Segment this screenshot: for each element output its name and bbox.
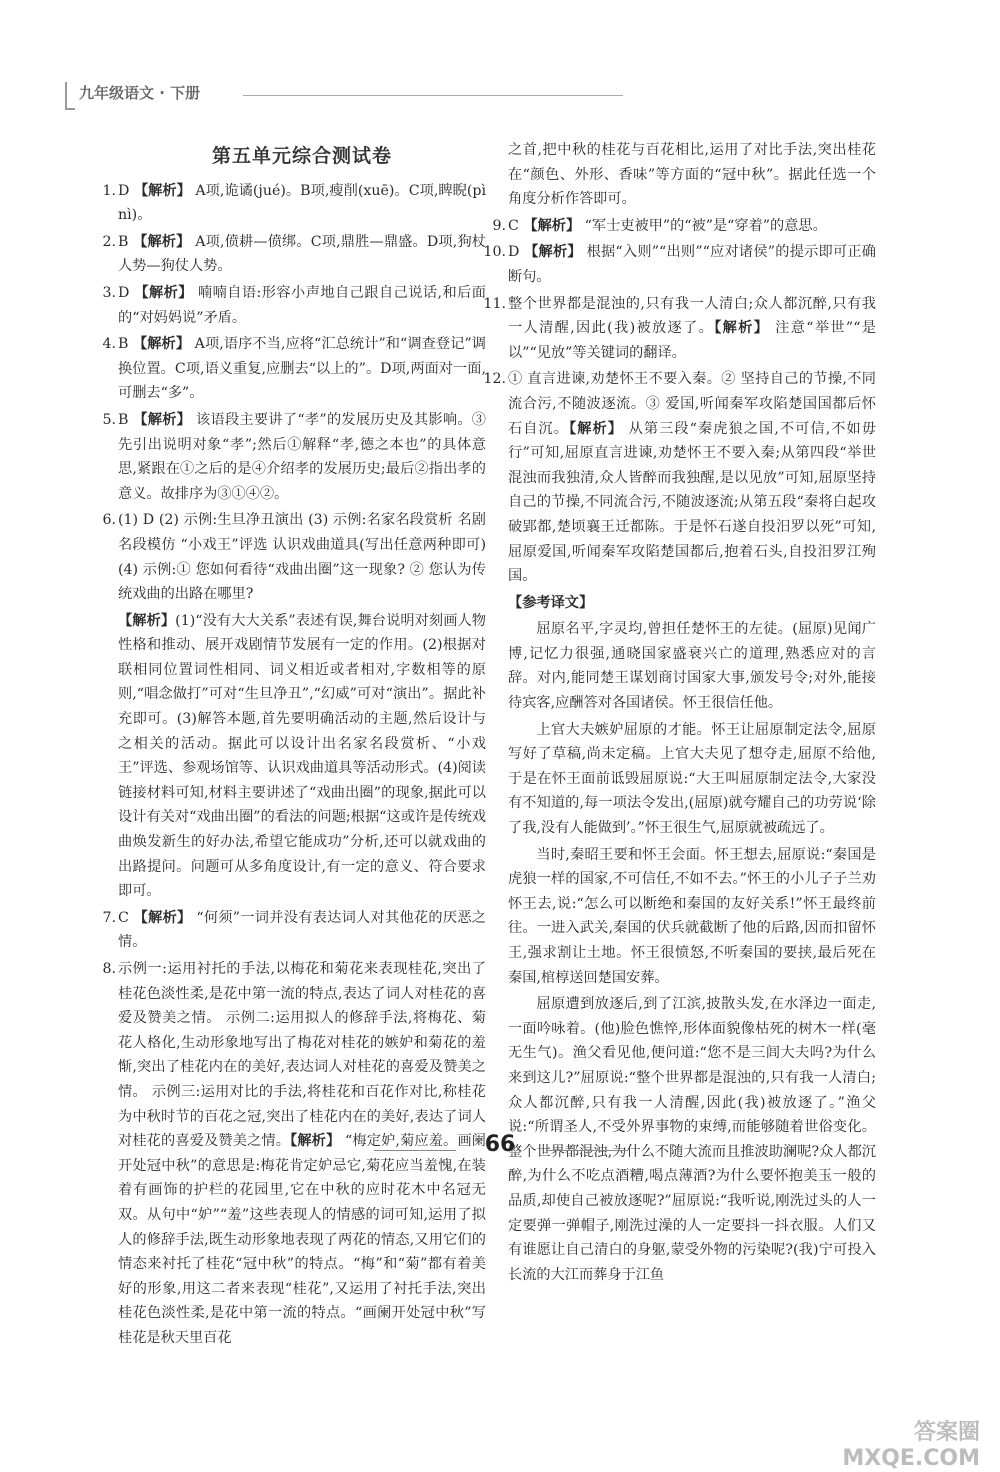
answer-text: D <box>508 244 525 261</box>
answer-item <box>102 179 486 228</box>
answer-number: 12. <box>483 371 506 388</box>
answer-text: 示例一:运用衬托的手法,以梅花和菊花来表现桂花,突出了桂花色淡性柔,是花中第一流的特点,表达了词人对桂花的喜爱及赞美之情。 示例二:运用拟人的修辞手法,将梅花、菊花人格化,生动形象地写出了梅花对桂花的嫉妒和菊花的羞惭,突出了桂花内在的美好,表达词人对桂花的喜爱及赞美之情。 示例三:运用对比的手法,将桂花和百花作对比,称桂花为中秋时节的百花之冠,突出了桂花内在的美好,表达了词人对桂花的喜爱及赞美之情。 <box>118 961 486 1150</box>
answer-number: 6. <box>102 512 116 529</box>
answer-text: D <box>118 284 135 301</box>
reference-title: 【参考译文】 <box>508 594 594 611</box>
analysis-tag: 【解析】 <box>523 217 581 234</box>
answer-text: 喃喃自语:形容小声地自己跟自己说话,和后面的“对妈妈说”矛盾。 <box>118 284 486 326</box>
answer-number: 5. <box>102 411 116 428</box>
answer-number: 2. <box>102 233 116 250</box>
answer-text: C <box>508 217 524 234</box>
answer-text: 从第三段“秦虎狼之国,不可信,不如毋行”可知,屈原直言进谏,劝楚怀王不要入秦;从第四段“举世混浊而我独清,众人皆醉而我独醒,是以见放”可知,屈原坚持自己的节操,不同流合污,不随波逐流;从第五段“秦将白起攻破郢都,楚顷襄王迁都陈。于是怀石遂自投汨罗以死”可知,屈原爱国,听闻秦军攻陷楚国都后,抱着石头,自投汨罗江殉国。 <box>508 420 876 585</box>
translation-paragraph: 屈原遭到放逐后,到了江滨,披散头发,在水泽边一面走,一面吟咏着。(他)脸色憔悴,形体面貌像枯死的树木一样(毫无生气)。渔父看见他,便问道:“您不是三闾大夫吗?为什么来到这儿?”屈原说:“整个世界都是混浊的,只有我一人清白;众人都沉醉,只有我一人清醒,因此(我)被放逐了。”渔父说:“所谓圣人,不受外界事物的束缚,而能够随着世俗变化。整个世界都混浊,为什么不随大流而且推波助澜呢?众人都沉醉,为什么不吃点酒糟,喝点薄酒?为什么要怀抱美玉一般的品质,却使自己被放逐呢?”屈原说:“我听说,刚洗过头的人一定要弹一弹帽子,刚洗过澡的人一定要抖一抖衣服。人们又有谁愿让自己清白的身躯,蒙受外物的污染呢?(我)宁可投入长流的大江而葬身于江鱼 <box>508 996 876 1283</box>
answer-item <box>483 292 876 366</box>
answer-text: C <box>118 909 134 926</box>
answer-text: B <box>118 411 134 428</box>
page-number: 66 <box>484 1132 516 1157</box>
answer-number: 1. <box>102 182 116 199</box>
answer-item <box>102 408 486 506</box>
analysis-tag: 【解析】 <box>133 182 191 199</box>
watermark-url: MXQE.COM <box>842 1446 980 1471</box>
answer-text: 该语段主要讲了“孝”的发展历史及其影响。③先引出说明对象“孝”;然后①解释“孝,德之本也”的具体意思,紧跟在①之后的是④介绍孝的发展历史;最后②指出孝的意义。故排序为③①④②。 <box>118 411 486 502</box>
answer-number: 9. <box>492 217 506 234</box>
answer-text: “军士吏被甲”的“被”是“穿着”的意思。 <box>580 217 827 234</box>
header-rule <box>243 95 623 96</box>
answer-text: “梅定妒,菊应羞。画阑开处冠中秋”的意思是:梅花肯定妒忌它,菊花应当羞愧,在装着有画饰的护栏的花园里,它在中秋的应时花木中名冠无双。从句中“妒”“羞”这些表现人的情感的词可知,运用了拟人的修辞手法,既生动形象地表现了两花的情态,又用它们的情态来衬托了桂花“冠中秋”的特点。“梅”和“菊”都有着美好的形象,用这二者来表现“桂花”,又运用了衬托手法,突出桂花色淡性柔,是花中第一流的特点。“画阑开处冠中秋”写桂花是秋天里百花 <box>118 1133 486 1346</box>
analysis-tag: 【解析】 <box>524 244 582 261</box>
left-column <box>102 138 486 1353</box>
analysis-tag: 【解析】 <box>133 336 191 353</box>
analysis-tag: 【解析】 <box>133 909 192 926</box>
analysis-tag: 【解析】 <box>118 612 176 629</box>
answer-text: B <box>118 233 134 250</box>
answer-item <box>118 609 486 904</box>
translation-paragraph: 屈原名平,字灵均,曾担任楚怀王的左徒。(屈原)见闻广博,记忆力很强,通晓国家盛衰兴亡的道理,熟悉应对的言辞。对内,能同楚王谋划商讨国家大事,颁发号令;对外,能接待宾客,应酬答对各国诸侯。怀王很信任他。 <box>508 621 876 712</box>
answer-text: (1) D (2) 示例:生旦净丑演出 (3) 示例:名家名段赏析 名剧名段模仿 “小戏王”评选 认识戏曲道具(写出任意两种即可) (4) 示例:① 您如何看待“戏曲出圈”这一现象? ② 您认为传统戏曲的出路在哪里? <box>118 512 486 603</box>
translation-paragraph: 当时,秦昭王要和怀王会面。怀王想去,屈原说:“秦国是虎狼一样的国家,不可信任,不如不去。”怀王的小儿子子兰劝怀王去,说:“怎么可以断绝和秦国的友好关系!”怀王最终前往。一进入武关,秦国的伏兵就截断了他的后路,因而扣留怀王,强求割让土地。怀王很愤怒,不听秦国的要挟,最后死在秦国,棺椁送回楚国安葬。 <box>508 846 876 986</box>
answer-number: 4. <box>102 336 116 353</box>
answer-number: 7. <box>102 909 116 926</box>
answer-item <box>102 508 486 606</box>
translation-paragraph: 上官大夫嫉妒屈原的才能。怀王让屈原制定法令,屈原写好了草稿,尚未定稿。上官大夫见了想夺走,屈原不给他,于是在怀王面前诋毁屈原说:“大王叫屈原制定法令,大家没有不知道的,每一项法令发出,(屈原)就夸耀自己的功劳说‘除了我,没有人能做到’。”怀王很生气,屈原就被疏远了。 <box>508 721 876 837</box>
answer-text: 注意“举世”“是以”“见放”等关键词的翻译。 <box>508 320 876 361</box>
answer-text: B <box>118 336 134 353</box>
answer-number: 11. <box>483 295 506 312</box>
answer-item <box>102 281 486 330</box>
right-answer-list <box>483 138 876 589</box>
analysis-tag: 【解析】 <box>134 284 193 301</box>
footer-rule-left <box>374 1150 456 1151</box>
answer-text: 整个世界都是混浊的,只有我一人清白;众人都沉醉,只有我一人清醒,因此(我)被放逐了。 <box>508 295 876 337</box>
answer-text: D <box>118 182 134 199</box>
answer-number: 3. <box>102 284 116 301</box>
analysis-tag: 【解析】 <box>133 233 191 250</box>
footer-rule-right <box>546 1150 628 1151</box>
reference-translation <box>508 617 876 1287</box>
answer-text: “何须”一词并没有表达词人对其他花的厌恶之情。 <box>118 909 486 951</box>
analysis-tag: 【解析】 <box>569 420 624 437</box>
header-bracket <box>65 82 75 110</box>
answer-item <box>483 240 876 289</box>
answer-text: A项,语序不当,应将“汇总统计”和“调查登记”调换位置。C项,语义重复,应删去“以上的”。D项,两面对一面,可删去“多”。 <box>118 336 486 402</box>
answer-number: 8. <box>102 961 116 977</box>
page-footer <box>0 1130 1000 1170</box>
analysis-tag: 【解析】 <box>290 1133 341 1150</box>
answer-item <box>492 214 876 239</box>
analysis-tag: 【解析】 <box>133 411 192 428</box>
answer-item <box>102 332 486 406</box>
answer-item <box>102 906 486 955</box>
answer-text: 之首,把中秋的桂花与百花相比,运用了对比手法,突出桂花在“颜色、外形、香味”等方面的“冠中秋”。据此任选一个角度分析作答即可。 <box>508 142 876 208</box>
header-title: 九年级语文 · 下册 <box>79 84 201 102</box>
analysis-tag: 【解析】 <box>714 320 770 337</box>
answer-item <box>483 367 876 588</box>
answer-text: A项,偾耕—偾绑。C项,鼎胜—鼎盛。D项,狗杖人势—狗仗人势。 <box>118 233 486 275</box>
answer-text: (1)“没有大大关系”表述有误,舞台说明对刻画人物性格和推动、展开戏剧情节发展有一定的作用。(2)根据对联相同位置词性相同、词义相近或者相对,字数相等的原则,“唱念做打”可对“生旦净丑”,“幻威”可对“演出”。据此补充即可。(3)解答本题,首先要明确活动的主题,然后设计与之相关的活动。据此可以设计出名家名段赏析、“小戏王”评选、参观场馆等、认识戏曲道具等活动形式。(4)阅读链接材料可知,材料主要讲述了“戏曲出圈”的现象,据此可以设计有关对“戏曲出圈”的看法的问题;根据“这或许是传统戏曲焕发新生的好办法,希望它能成功”分析,还可以就戏曲的出路提问。问题可从多角度设计,有一定的意义、符合要求即可。 <box>118 612 486 900</box>
watermark-text: 答案圈 <box>913 1420 980 1445</box>
answer-item <box>508 138 876 212</box>
answer-text: A项,诡谲(jué)。B项,瘦削(xuē)。C项,睥睨(pì nì)。 <box>118 182 486 224</box>
answer-item <box>102 230 486 279</box>
left-answer-list <box>102 179 486 1351</box>
section-title: 第五单元综合测试卷 <box>211 145 392 167</box>
watermark-logo <box>842 1420 980 1472</box>
running-header <box>65 78 625 108</box>
answer-text: ① 直言进谏,劝楚怀王不要入秦。② 坚持自己的节操,不同流合污,不随波逐流。③ 爱国,听闻秦军攻陷楚国国都后怀石自沉。 <box>508 371 876 437</box>
answer-text: 根据“入则”“出则”“应对诸侯”的提示即可正确断句。 <box>508 244 876 285</box>
answer-number: 10. <box>483 244 506 261</box>
